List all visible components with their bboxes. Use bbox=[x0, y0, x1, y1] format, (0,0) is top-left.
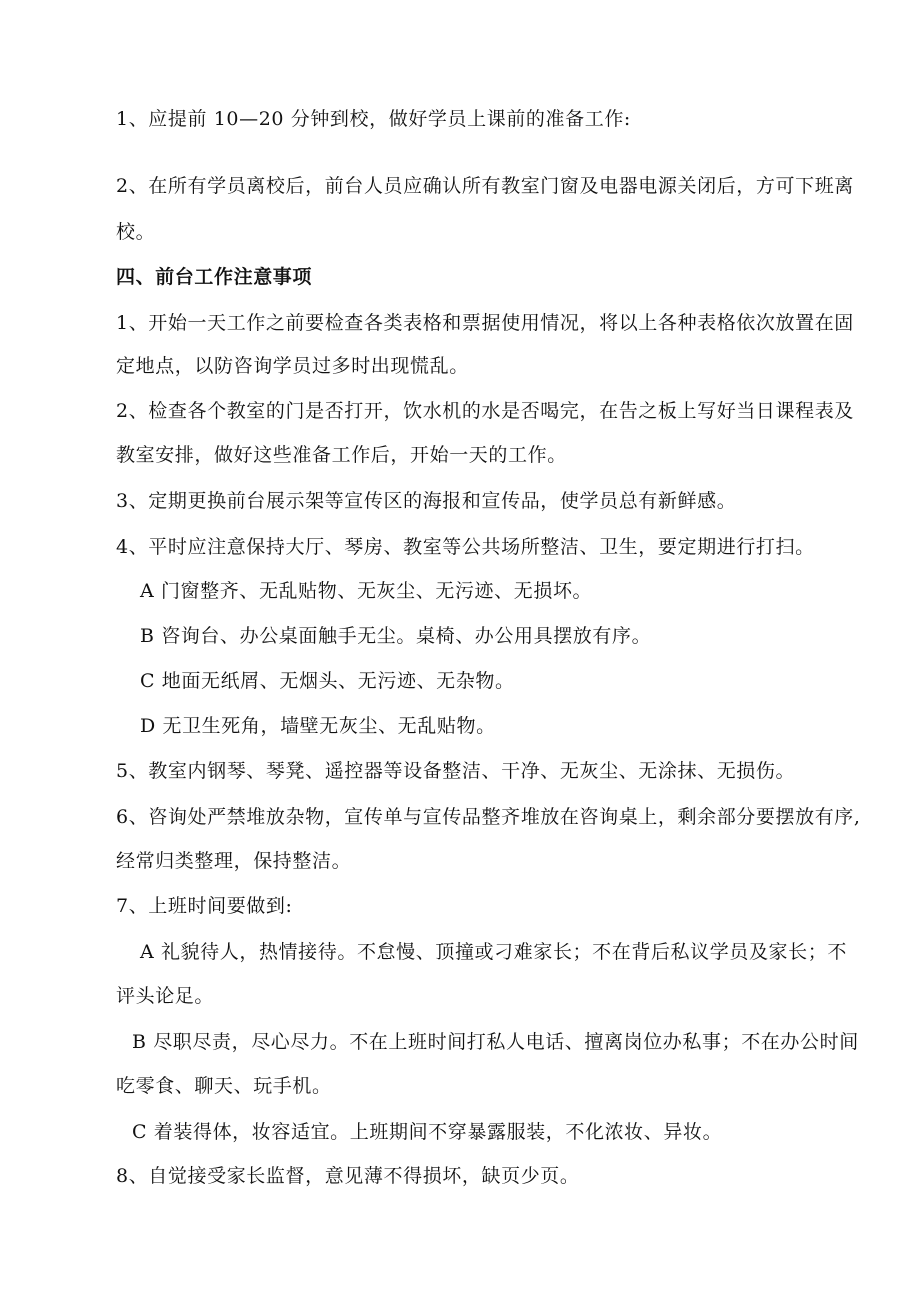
text-line: 经常归类整理，保持整洁。 bbox=[116, 850, 352, 872]
text-line: 2、检查各个教室的门是否打开，饮水机的水是否喝完，在告之板上写好当日课程表及 bbox=[116, 400, 854, 422]
text-line: 2、在所有学员离校后，前台人员应确认所有教室门窗及电器电源关闭后，方可下班离 bbox=[116, 175, 854, 197]
text-line: 教室安排，做好这些准备工作后，开始一天的工作。 bbox=[116, 444, 567, 466]
list-item: C 着装得体，妆容适宜。上班期间不穿暴露服装，不化浓妆、异妆。 bbox=[132, 1121, 723, 1143]
text-line: 4、平时应注意保持大厅、琴房、教室等公共场所整洁、卫生，要定期进行打扫。 bbox=[116, 536, 815, 558]
list-item: D 无卫生死角，墙壁无灰尘、无乱贴物。 bbox=[140, 715, 496, 737]
text-line: 校。 bbox=[116, 221, 156, 243]
text-line: 1、开始一天工作之前要检查各类表格和票据使用情况，将以上各种表格依次放置在固 bbox=[116, 312, 854, 334]
list-item: B 尽职尽责，尽心尽力。不在上班时间打私人电话、擅离岗位办私事；不在办公时间 bbox=[132, 1031, 859, 1053]
text-line: 3、定期更换前台展示架等宣传区的海报和宣传品，使学员总有新鲜感。 bbox=[116, 490, 737, 512]
text-line: 8、自觉接受家长监督，意见薄不得损坏，缺页少页。 bbox=[116, 1165, 580, 1187]
text-line: 6、咨询处严禁堆放杂物，宣传单与宣传品整齐堆放在咨询桌上，剩余部分要摆放有序, bbox=[116, 806, 861, 828]
section-heading: 四、前台工作注意事项 bbox=[116, 266, 313, 288]
list-item: A 门窗整齐、无乱贴物、无灰尘、无污迹、无损坏。 bbox=[140, 580, 593, 602]
list-item: C 地面无纸屑、无烟头、无污迹、无杂物。 bbox=[140, 670, 515, 692]
text-line: 定地点，以防咨询学员过多时出现慌乱。 bbox=[116, 355, 469, 377]
list-item: B 咨询台、办公桌面触手无尘。桌椅、办公用具摆放有序。 bbox=[140, 625, 652, 647]
text-line: 吃零食、聊天、玩手机。 bbox=[116, 1075, 332, 1097]
text-line: 7、上班时间要做到: bbox=[116, 895, 293, 917]
text-line: 1、应提前 10—20 分钟到校，做好学员上课前的准备工作: bbox=[116, 108, 631, 130]
list-item: A 礼貌待人，热情接待。不怠慢、顶撞或刁难家长；不在背后私议学员及家长；不 bbox=[140, 941, 847, 963]
text-line: 5、教室内钢琴、琴凳、遥控器等设备整洁、干净、无灰尘、无涂抹、无损伤。 bbox=[116, 760, 796, 782]
text-line: 评头论足。 bbox=[116, 985, 215, 1007]
